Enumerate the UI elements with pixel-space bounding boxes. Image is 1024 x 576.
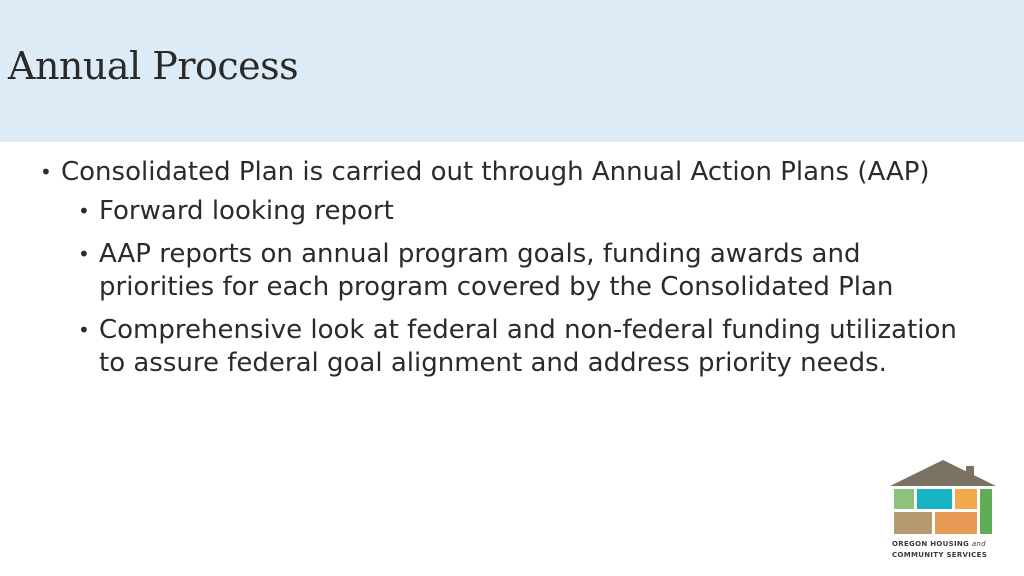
bullet-list bbox=[40, 156, 960, 390]
logo-text-and: and bbox=[971, 540, 986, 548]
bullet-dot: • bbox=[78, 242, 90, 266]
logo-block bbox=[917, 489, 952, 509]
logo-block bbox=[955, 489, 977, 509]
logo-roof bbox=[890, 460, 996, 486]
logo-block bbox=[935, 512, 977, 534]
title-band bbox=[0, 0, 1024, 142]
sub-bullet-text: Comprehensive look at federal and non-federal funding utilization to assure federal goal alignment and address priority needs. bbox=[99, 315, 957, 378]
bullet-dot: • bbox=[78, 199, 90, 223]
bullet-dot: • bbox=[40, 160, 52, 184]
sub-bullet-item bbox=[78, 314, 960, 380]
house-logo-icon bbox=[888, 458, 998, 538]
sub-bullet-item bbox=[78, 238, 960, 304]
logo-text-line1 bbox=[892, 540, 1002, 548]
bullet-dot: • bbox=[78, 318, 90, 342]
sub-bullet-text: Forward looking report bbox=[99, 196, 394, 226]
logo-block bbox=[980, 489, 992, 534]
slide-title: Annual Process bbox=[8, 44, 299, 88]
logo-text-main: OREGON HOUSING bbox=[892, 540, 970, 548]
logo-text-line2: COMMUNITY SERVICES bbox=[892, 551, 988, 559]
logo-block bbox=[894, 489, 914, 509]
ohcs-logo bbox=[888, 458, 998, 566]
bullet-text: Consolidated Plan is carried out through Annual Action Plans (AAP) bbox=[61, 157, 930, 187]
logo-block bbox=[894, 512, 932, 534]
sub-bullet-item bbox=[78, 195, 960, 228]
sub-bullet-text: AAP reports on annual program goals, funding awards and priorities for each program covered by the Consolidated Plan bbox=[99, 239, 894, 302]
bullet-item bbox=[40, 156, 960, 189]
logo-chimney bbox=[966, 466, 974, 478]
